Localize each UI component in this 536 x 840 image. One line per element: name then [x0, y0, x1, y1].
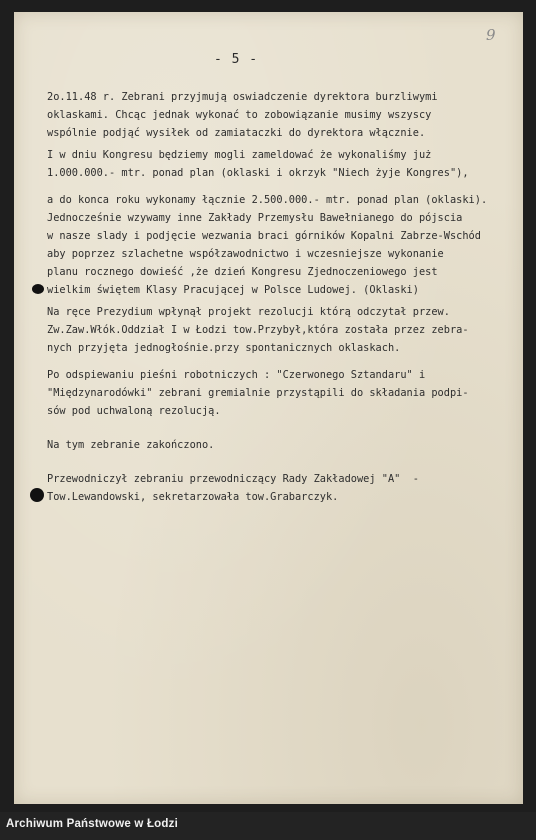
text-line: I w dniu Kongresu będziemy mogli zameldować że wykonaliśmy już — [47, 149, 432, 161]
text-line: Po odspiewaniu pieśni robotniczych : "Czerwonego Sztandaru" i — [47, 369, 426, 381]
text-line: Tow.Lewandowski, sekretarzowała tow.Grabarczyk. — [47, 491, 339, 503]
text-line: 1.000.000.- mtr. ponad plan (oklaski i okrzyk "Niech żyje Kongres"), — [47, 167, 469, 179]
document-page — [14, 12, 523, 804]
paragraph — [47, 146, 517, 182]
archive-name: Archiwum Państwowe w Łodzi — [6, 818, 178, 830]
text-line: 2o.11.48 r. Zebrani przyjmują oswiadczenie dyrektora burzliwymi — [47, 91, 438, 103]
paragraph — [47, 436, 517, 454]
document-body — [47, 88, 517, 506]
text-line: Przewodniczył zebraniu przewodniczący Rady Zakładowej "A" - — [47, 473, 419, 485]
text-line: sów pod uchwaloną rezolucją. — [47, 405, 221, 417]
page-number: - 5 - — [214, 52, 259, 67]
paragraph — [47, 191, 517, 299]
archive-footer — [0, 812, 536, 840]
paragraph — [47, 366, 517, 420]
text-line: w nasze slady i podjęcie wezwania braci górników Kopalni Zabrze-Wschód — [47, 230, 481, 242]
text-line: Na tym zebranie zakończono. — [47, 439, 215, 451]
paragraph — [47, 303, 517, 357]
text-line: aby poprzez szlachetne współzawodnictwo i wczesniejsze wykonanie — [47, 248, 444, 260]
punch-hole-lower — [30, 488, 44, 502]
text-line: planu rocznego dowieść ,że dzień Kongresu Zjednoczeniowego jest — [47, 266, 438, 278]
text-line: wspólnie podjąć wysiłek od zamiataczki do dyrektora włącznie. — [47, 127, 426, 139]
text-line: nych przyjęta jednogłośnie.przy spontanicznych oklaskach. — [47, 342, 401, 354]
text-line: Zw.Zaw.Włók.Oddział I w Łodzi tow.Przybył,która została przez zebra- — [47, 324, 469, 336]
paragraph — [47, 88, 517, 142]
text-line: Jednocześnie wzywamy inne Zakłady Przemysłu Bawełnianego do pójscia — [47, 212, 463, 224]
text-line: a do konca roku wykonamy łącznie 2.500.000.- mtr. ponad plan (oklaski). — [47, 194, 488, 206]
archive-pencil-number: 9 — [486, 26, 496, 44]
text-line: Na ręce Prezydium wpłynął projekt rezolucji którą odczytał przew. — [47, 306, 450, 318]
text-line: wielkim świętem Klasy Pracującej w Polsce Ludowej. (Oklaski) — [47, 284, 419, 296]
text-line: oklaskami. Chcąc jednak wykonać to zobowiązanie musimy wszyscy — [47, 109, 432, 121]
text-line: "Międzynarodówki" zebrani gremialnie przystąpili do składania podpi- — [47, 387, 469, 399]
paragraph — [47, 470, 517, 506]
punch-hole-upper — [32, 284, 44, 294]
